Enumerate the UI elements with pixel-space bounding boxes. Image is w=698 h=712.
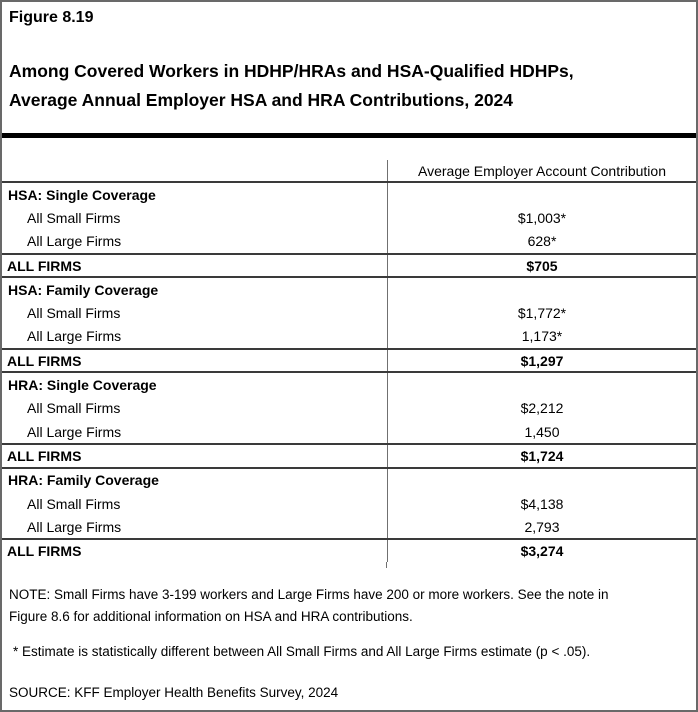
table-row bbox=[2, 397, 696, 420]
firm-label-cell: All Small Firms bbox=[27, 400, 121, 417]
all-firms-label-cell: ALL FIRMS bbox=[7, 543, 82, 560]
contributions-table bbox=[2, 160, 696, 562]
table-section-hra-single-coverage bbox=[2, 371, 696, 466]
all-firms-value-cell: $1,724 bbox=[387, 445, 696, 466]
section-header-cell: HSA: Single Coverage bbox=[8, 186, 156, 203]
note-text bbox=[9, 584, 681, 629]
contribution-value-cell: $2,212 bbox=[387, 397, 696, 420]
contribution-value-cell: $1,003* bbox=[387, 206, 696, 229]
firm-label-cell: All Large Firms bbox=[27, 423, 122, 440]
firm-label-cell: All Small Firms bbox=[27, 495, 121, 512]
table-header-row bbox=[2, 160, 696, 183]
contribution-value-cell: 628* bbox=[387, 230, 696, 253]
value-column-header: Average Employer Account Contribution bbox=[387, 160, 696, 181]
note-text-line1: NOTE: Small Firms have 3-199 workers and Large Firms have 200 or more workers. See the note in bbox=[9, 586, 609, 602]
table-row bbox=[2, 420, 696, 443]
all-firms-total-row bbox=[2, 348, 696, 371]
firm-label-cell: All Large Firms bbox=[27, 233, 122, 250]
empty-value-cell bbox=[387, 373, 696, 396]
figure-title bbox=[9, 57, 696, 114]
all-firms-value-cell: $1,297 bbox=[387, 350, 696, 371]
figure-number: Figure 8.19 bbox=[9, 9, 94, 26]
source-text: SOURCE: KFF Employer Health Benefits Survey, 2024 bbox=[9, 685, 339, 701]
title-divider-bar bbox=[2, 133, 696, 138]
all-firms-label-cell: ALL FIRMS bbox=[7, 257, 82, 274]
table-row bbox=[2, 515, 696, 538]
note-text-line2: Figure 8.6 for additional information on HSA and HRA contributions. bbox=[9, 609, 413, 625]
table-section-hsa-single-coverage bbox=[2, 183, 696, 276]
firm-label-cell: All Large Firms bbox=[27, 518, 122, 535]
table-section-hsa-family-coverage bbox=[2, 276, 696, 371]
contribution-value-cell: 1,173* bbox=[387, 325, 696, 348]
table-section-hra-family-coverage bbox=[2, 467, 696, 562]
all-firms-value-cell: $3,274 bbox=[387, 540, 696, 561]
column-divider-stub bbox=[386, 562, 387, 568]
section-header-cell: HSA: Family Coverage bbox=[8, 281, 159, 298]
section-header-row bbox=[2, 278, 696, 301]
contribution-value-cell: 2,793 bbox=[387, 515, 696, 538]
section-header-cell: HRA: Family Coverage bbox=[8, 472, 159, 489]
firm-label-cell: All Large Firms bbox=[27, 328, 122, 345]
table-row bbox=[2, 206, 696, 229]
figure-title-line2: Average Annual Employer HSA and HRA Contributions, 2024 bbox=[9, 89, 514, 110]
contribution-value-cell: 1,450 bbox=[387, 420, 696, 443]
table-row bbox=[2, 492, 696, 515]
section-header-row bbox=[2, 183, 696, 206]
all-firms-label-cell: ALL FIRMS bbox=[7, 447, 82, 464]
all-firms-total-row bbox=[2, 443, 696, 466]
table-row bbox=[2, 230, 696, 253]
section-header-row bbox=[2, 469, 696, 492]
empty-value-cell bbox=[387, 183, 696, 206]
firm-label-cell: All Small Firms bbox=[27, 305, 121, 322]
table-row bbox=[2, 325, 696, 348]
section-header-cell: HRA: Single Coverage bbox=[8, 377, 157, 394]
header-empty-cell bbox=[2, 160, 387, 181]
all-firms-label-cell: ALL FIRMS bbox=[7, 352, 82, 369]
empty-value-cell bbox=[387, 278, 696, 301]
all-firms-value-cell: $705 bbox=[387, 255, 696, 276]
figure-title-line1: Among Covered Workers in HDHP/HRAs and HSA-Qualified HDHPs, bbox=[9, 61, 574, 81]
empty-value-cell bbox=[387, 469, 696, 492]
firm-label-cell: All Small Firms bbox=[27, 209, 121, 226]
contribution-value-cell: $4,138 bbox=[387, 492, 696, 515]
estimate-note: * Estimate is statistically different between All Small Firms and All Large Firms estimate (p < .05). bbox=[13, 643, 591, 659]
all-firms-total-row bbox=[2, 253, 696, 276]
contribution-value-cell: $1,772* bbox=[387, 301, 696, 324]
table-row bbox=[2, 301, 696, 324]
all-firms-total-row bbox=[2, 538, 696, 561]
section-header-row bbox=[2, 373, 696, 396]
